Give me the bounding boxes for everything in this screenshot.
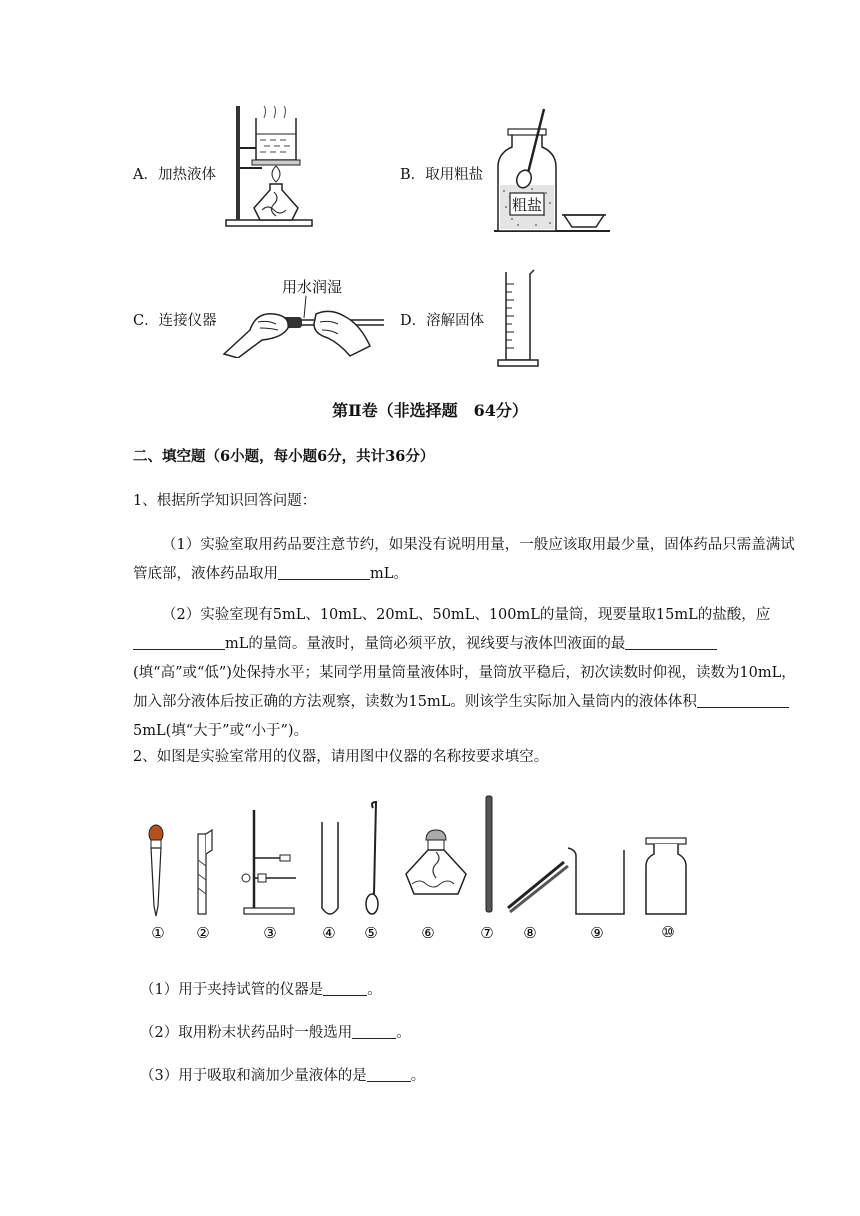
alcohol-lamp-icon [406,830,466,894]
option-b-label: B．取用粗盐 [400,167,484,183]
q1-part2 [133,601,805,746]
q2-sub3 [140,1062,812,1091]
q1-intro: 1、根据所学知识回答问题： [133,493,317,509]
q2-sub3-text: （3）用于吸取和滴加少量液体的是 [140,1068,367,1084]
q1-part2-text-b: mL的量筒。量液时，量筒必须平放，视线要与液体凹液面的最 [225,636,626,652]
glass-rod-icon [486,796,492,912]
q2-sub2 [140,1019,812,1048]
part-two-title: 第Ⅱ卷（非选择题 64分） [332,401,528,420]
q1-part1-text: （1）实验室取用药品要注意节约，如果没有说明用量，一般应该取用最少量，固体药品只需盖满试管底部，液体药品取用 [133,537,795,582]
q2-blank-2[interactable] [352,1024,396,1039]
jar-label-text: 粗盐 [511,196,543,214]
graduated-cylinder-illustration [494,268,554,372]
q1-blank-3[interactable] [625,635,717,650]
q2-intro: 2、如图是实验室常用的仪器，请用图中仪器的名称按要求填空。 [133,749,549,765]
instrument-label-7: ⑦ [480,924,494,942]
tweezers-icon [508,862,568,912]
crude-salt-jar-illustration [492,107,612,233]
option-d-label: D．溶解固体 [400,313,485,329]
instrument-label-6: ⑥ [421,924,435,942]
q2-sub1-text: （1）用于夹持试管的仪器是 [140,982,324,998]
instrument-label-9: ⑨ [590,924,604,942]
instrument-label-1: ① [151,924,165,942]
beaker-icon [568,848,624,914]
q2-sub1-end: 。 [367,982,382,998]
q2-sub1 [140,976,812,1005]
option-c-label: C．连接仪器 [133,313,217,329]
q2-sub2-end: 。 [396,1025,411,1041]
q1-part1-end: mL。 [370,566,408,582]
medicine-spoon-icon [366,802,378,914]
q1-blank-1[interactable] [278,565,370,580]
instrument-label-3: ③ [263,924,277,942]
option-a-label: A．加热液体 [133,167,216,183]
q1-blank-4[interactable] [697,693,789,708]
instrument-label-4: ④ [322,924,336,942]
connecting-apparatus-illustration [220,272,390,358]
instrument-label-8: ⑧ [523,924,537,942]
instrument-label-2: ② [196,924,210,942]
wet-with-water-annotation: 用水润湿 [282,278,343,296]
instrument-label-10: ⑩ [661,923,675,941]
lab-instruments-figure [130,790,700,946]
heating-liquid-illustration [222,104,314,232]
reagent-bottle-icon [646,838,686,914]
q2-blank-1[interactable] [323,981,367,996]
q2-sub2-text: （2）取用粉末状药品时一般选用 [140,1025,353,1041]
test-tube-holder-icon [198,830,212,914]
dropper-icon [149,825,163,916]
q1-part2-text-a: （2）实验室现有5mL、10mL、20mL、50mL、100mL的量筒，现要量取15mL的盐酸，应 [162,607,771,623]
iron-stand-icon [242,810,296,914]
instrument-label-5: ⑤ [364,924,378,942]
q1-blank-2[interactable] [133,635,225,650]
test-tube-icon [322,822,338,914]
q1-part1 [133,531,805,589]
q2-sub3-end: 。 [410,1068,426,1084]
q1-part2-text-c: (填“高”或“低”)处保持水平；某同学用量筒量液体时，量筒放平稳后，初次读数时仰视，读数为10mL，加入部分液体后按正确的方法观察，读数为15mL。则该学生实际加入量筒内的液体体积 [133,665,796,710]
q1-part2-text-d: 5mL(填“大于”或“小于”)。 [133,723,309,739]
q2-blank-3[interactable] [367,1067,411,1082]
section-title: 二、填空题（6小题，每小题6分，共计36分） [133,448,435,465]
